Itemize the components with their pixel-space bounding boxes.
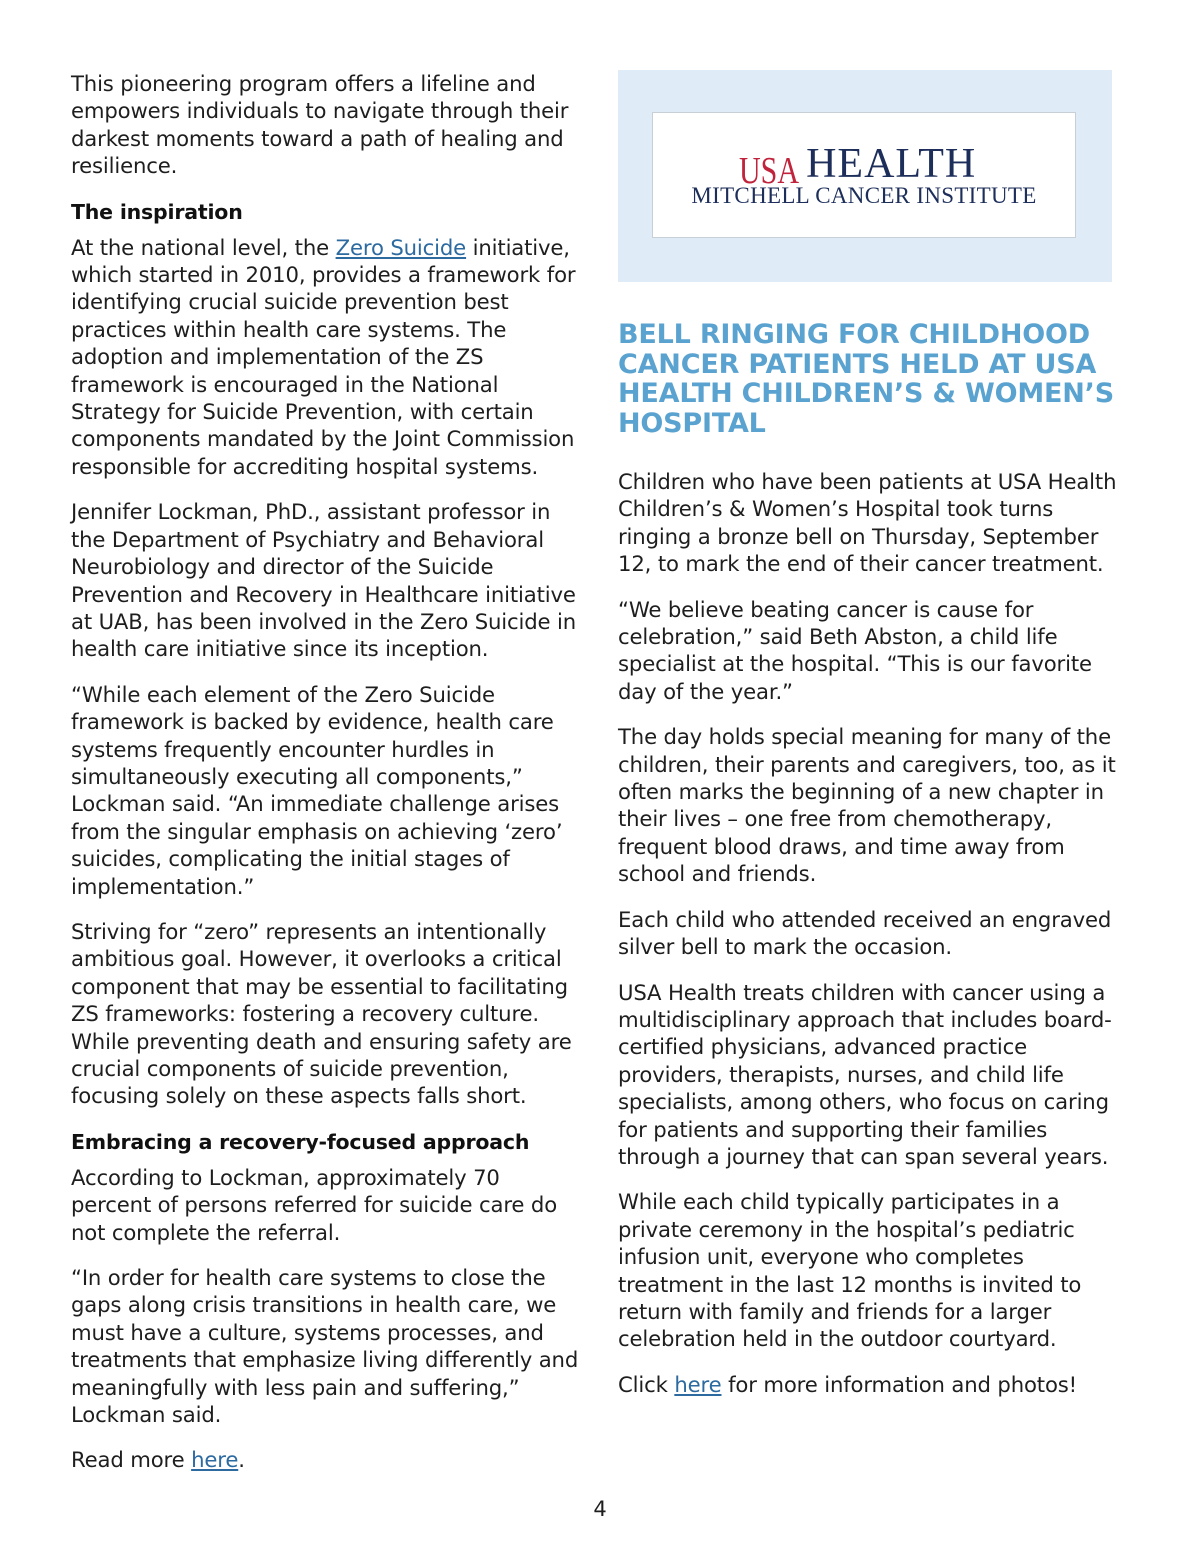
striving-paragraph: Striving for “zero” represents an intentionally ambitious goal. However, it overlooks a critical component that may be essential to facilitating ZS frameworks: fostering a recovery culture. While preventing death and ensuring safety are crucial components of suicide prevention, focusing solely on these aspects falls short. (71, 918, 572, 1109)
more-info-link[interactable]: here (674, 1371, 722, 1397)
lockman-intro-paragraph: Jennifer Lockman, PhD., assistant professor in the Department of Psychiatry and Behavioral Neurobiology and director of the Suicide Prevention and Recovery in Healthcare initiative at UAB, has been involved in the Zero Suicide in health care initiative since its inception. (71, 499, 577, 662)
recovery-heading: Embracing a recovery-focused approach (71, 1129, 530, 1154)
recovery-stat-paragraph: According to Lockman, approximately 70 percent of persons referred for suicide care do not complete the referral. (71, 1164, 558, 1245)
click-here-paragraph (618, 1371, 1130, 1398)
bell-paragraph-5: USA Health treats children with cancer using a multidisciplinary approach that includes board-certified physicians, advanced practice providers, therapists, nurses, and child life specialists, among others, who focus on caring for patients and supporting their families through a journey that can span several years. (618, 979, 1112, 1169)
logo-health-text: HEALTH (806, 141, 977, 187)
lockman-quote-paragraph: “While each element of the Zero Suicide framework is backed by evidence, health care systems frequently encounter hurdles in simultaneously executing all components,” Lockman said. “An immediate challenge arises from the singular emphasis on achieving ‘zero’ suicides, complicating the initial stages of implementation.” (71, 681, 563, 899)
logo-panel (618, 70, 1112, 282)
read-more-link[interactable]: here (191, 1447, 239, 1473)
click-text-end: for more information and photos! (721, 1371, 1078, 1397)
lockman-second-quote-paragraph: “In order for health care systems to close the gaps along crisis transitions in health care, we must have a culture, systems processes, and treatments that emphasize living differently and meaningfully with less pain and suffering,” Lockman said. (71, 1265, 579, 1428)
read-more-text: Read more (71, 1447, 192, 1473)
read-more-period: . (238, 1447, 245, 1473)
inspiration-heading: The inspiration (71, 199, 243, 224)
read-more-paragraph (71, 1446, 586, 1473)
bell-paragraph-4: Each child who attended received an engraved silver bell to mark the occasion. (618, 906, 1112, 960)
bell-paragraph-1: Children who have been patients at USA Health Children’s & Women’s Hospital took turns ringing a bronze bell on Thursday, September 12, to mark the end of their cancer treatment. (618, 469, 1117, 577)
zero-suicide-link[interactable]: Zero Suicide (335, 234, 467, 260)
logo-institute-text: MITCHELL CANCER INSTITUTE (691, 183, 1037, 208)
inspiration-text-start: At the national level, the (71, 234, 336, 260)
bell-paragraph-2: “We believe beating cancer is cause for celebration,” said Beth Abston, a child life specialist at the hospital. “This is our favorite day of the year.” (618, 596, 1092, 704)
inspiration-text-end: initiative, which started in 2010, provides a framework for identifying crucial suicide prevention best practices within health care systems. The adoption and implementation of the ZS framework is encouraged in the National Strategy for Suicide Prevention, with certain components mandated by the Joint Commission responsible for accrediting hospital systems. (71, 234, 576, 479)
bell-paragraph-3: The day holds special meaning for many of the children, their parents and caregivers, too, as it often marks the beginning of a new chapter in their lives – one free from chemotherapy, frequent blood draws, and time away from school and friends. (618, 724, 1116, 887)
intro-paragraph: This pioneering program offers a lifeline and empowers individuals to navigate through their darkest moments toward a path of healing and resilience. (71, 71, 569, 179)
logo-wordmark (739, 141, 977, 192)
page-number: 4 (593, 1497, 607, 1521)
article-headline: BELL RINGING FOR CHILDHOOD CANCER PATIENTS HELD AT USA HEALTH CHILDREN’S & WOMEN’S HOSPITAL (618, 319, 1114, 439)
bell-paragraph-6: While each child typically participates in a private ceremony in the hospital’s pediatric infusion unit, everyone who completes treatment in the last 12 months is invited to return with family and friends for a larger celebration held in the outdoor courtyard. (618, 1189, 1082, 1352)
left-column (71, 70, 586, 1492)
right-column (618, 70, 1130, 1416)
click-text: Click (618, 1371, 675, 1397)
inspiration-paragraph (71, 234, 586, 481)
usa-health-logo (652, 112, 1076, 238)
usa-monogram-text: USA (739, 150, 800, 192)
